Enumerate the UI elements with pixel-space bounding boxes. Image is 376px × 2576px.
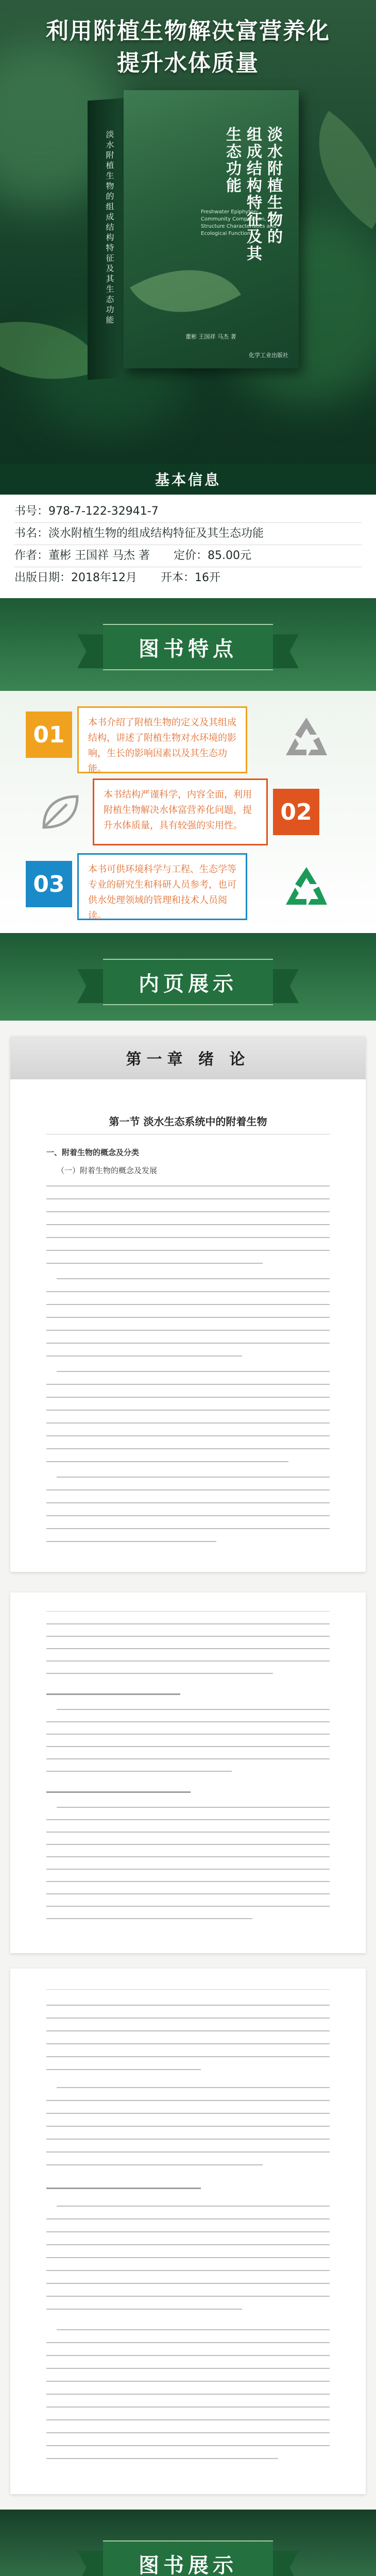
book-photos-title: 图书展示 — [139, 2553, 237, 2576]
isbn-label: 书号： — [14, 505, 49, 518]
price-value: 85.00元 — [208, 549, 251, 562]
cover-title-line: 淡水附植生物的 — [264, 126, 282, 245]
date-label: 出版日期： — [14, 571, 72, 584]
author-value: 董彬 王国祥 马杰 著 — [48, 549, 150, 562]
cover-title-line: 组成结构特征及其 — [244, 126, 262, 262]
format-value: 16开 — [195, 571, 221, 584]
ribbon-banner — [103, 624, 273, 670]
book-front-cover — [124, 90, 299, 368]
info-header-title: 基本信息 — [155, 471, 221, 488]
feature-card — [77, 706, 247, 773]
recycle-icon — [278, 711, 335, 770]
feature-card — [93, 778, 268, 845]
inner-page-sample — [10, 1592, 366, 1953]
feature-text: 本书可供环境科学与工程、生态学等专业的研究生和科研人员参考，也可供水处理领域的管理和技术人员阅读。 — [88, 864, 236, 921]
ribbon-banner — [103, 959, 273, 1005]
book-english-title: Freshwater Epiphyton: Community Composition, Structure Characteristics and Ecological Function — [201, 209, 277, 236]
info-row-author — [14, 545, 362, 567]
leaf-decoration — [287, 111, 376, 229]
date-value: 2018年12月 — [71, 571, 137, 584]
info-row-name — [14, 523, 362, 545]
chapter-heading: 第一章 绪 论 — [10, 1036, 366, 1079]
book-spine — [88, 98, 124, 380]
features-header — [0, 598, 376, 691]
author-label: 作者： — [14, 549, 49, 562]
name-label: 书名： — [14, 527, 49, 540]
hero-banner — [0, 0, 376, 464]
section-heading: 第一节 淡水生态系统中的附着生物 — [109, 1115, 267, 1128]
info-table — [0, 495, 376, 598]
inner-pages-continued — [0, 1969, 376, 2510]
features-title: 图书特点 — [139, 637, 237, 661]
price-label: 定价： — [174, 549, 208, 562]
feature-number: 02 — [273, 789, 319, 835]
info-header — [0, 464, 376, 495]
feature-number: 03 — [26, 861, 72, 907]
hero-title-line2: 提升水体质量 — [117, 50, 259, 76]
feature-text: 本书结构严谨科学，内容全面，利用附植生物解决水体富营养化问题，提升水体质量，具有较强的实用性。 — [104, 789, 252, 831]
isbn-value: 978-7-122-32941-7 — [48, 505, 159, 518]
ribbon-banner — [103, 2540, 273, 2576]
inner-pages-title: 内页展示 — [139, 972, 237, 996]
book-spine-title: 淡水附植生物的组成结构特征及其生态功能 — [105, 129, 114, 327]
inner-page-sample — [10, 1969, 366, 2494]
inner-page-sample — [10, 1036, 366, 1572]
info-row-date — [14, 567, 362, 589]
inner-pages-header — [0, 933, 376, 1021]
cover-title-line: 生态功能 — [223, 126, 241, 194]
hero-title — [0, 15, 376, 79]
info-row-isbn — [14, 501, 362, 523]
inner-pages — [0, 1021, 376, 1969]
book-cover-3d — [88, 90, 299, 379]
format-label: 开本： — [161, 571, 195, 584]
book-cover-title — [221, 126, 283, 262]
feature-number: 01 — [26, 711, 72, 758]
book-photos-header — [0, 2510, 376, 2576]
feature-text: 本书介绍了附植生物的定义及其组成结构，讲述了附植生物对水环境的影响，生长的影响因素以及其生态功能。 — [88, 717, 236, 774]
subsection-heading: 一、附着生物的概念及分类 — [46, 1148, 140, 1157]
recycle-icon — [278, 861, 335, 920]
subsection-heading: （一）附着生物的概念及发展 — [57, 1166, 158, 1175]
leaf-icon — [36, 789, 82, 837]
name-value: 淡水附植生物的组成结构特征及其生态功能 — [48, 527, 264, 540]
book-authors: 董彬 王国祥 马杰 著 — [185, 333, 236, 340]
book-publisher: 化学工业出版社 — [249, 352, 288, 359]
hero-title-line1: 利用附植生物解决富营养化 — [46, 18, 330, 44]
feature-card — [77, 853, 247, 920]
features-section — [0, 691, 376, 933]
